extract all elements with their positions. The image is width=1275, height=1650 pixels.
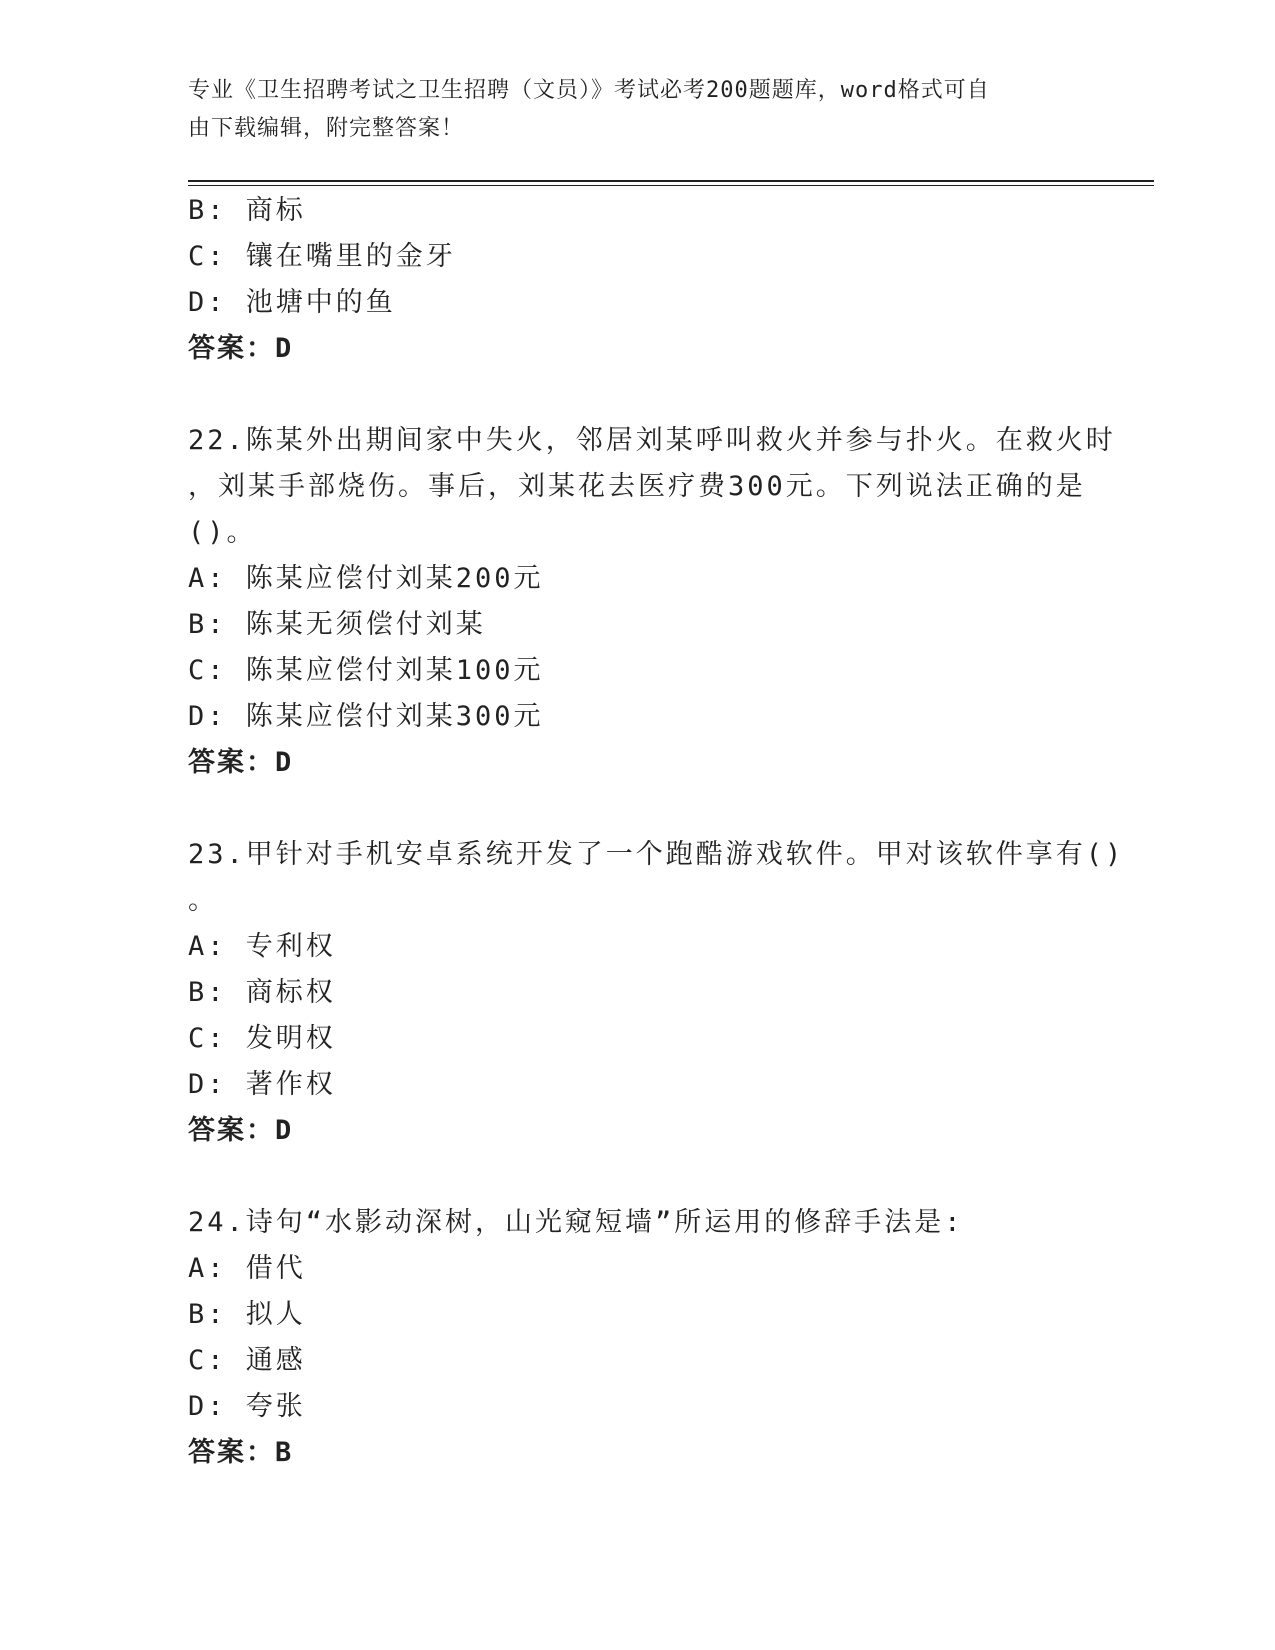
option-c: C: 陈某应偿付刘某100元 xyxy=(188,655,544,686)
option-c: C: 通感 xyxy=(188,1345,306,1376)
option-d: D: 著作权 xyxy=(188,1069,336,1100)
header-rule-thin xyxy=(188,185,1154,186)
question-text-line-2: 。 xyxy=(188,885,218,916)
option-b: B: 商标 xyxy=(188,195,306,226)
option-b: B: 陈某无须偿付刘某 xyxy=(188,609,486,640)
option-c: C: 发明权 xyxy=(188,1023,336,1054)
option-b: B: 商标权 xyxy=(188,977,336,1008)
question-text-line-1: 22.陈某外出期间家中失火，邻居刘某呼叫救火并参与扑火。在救火时 xyxy=(188,425,1116,456)
spacer xyxy=(188,786,1088,832)
answer-label: 答案：B xyxy=(188,1437,294,1468)
question-24 xyxy=(188,1200,1088,1476)
question-text-line-1: 24.诗句“水影动深树，山光窥短墙”所运用的修辞手法是: xyxy=(188,1207,964,1238)
spacer xyxy=(188,1154,1088,1200)
answer-label: 答案：D xyxy=(188,1115,294,1146)
option-c: C: 镶在嘴里的金牙 xyxy=(188,241,456,272)
spacer xyxy=(188,372,1088,418)
question-21 xyxy=(188,188,1088,372)
answer-label: 答案：D xyxy=(188,333,294,364)
document-header xyxy=(188,72,1068,148)
option-d: D: 池塘中的鱼 xyxy=(188,287,396,318)
header-line-2: 由下载编辑，附完整答案！ xyxy=(188,116,465,141)
header-rule-thick xyxy=(188,180,1154,182)
question-text-line-2: ，刘某手部烧伤。事后，刘某花去医疗费300元。下列说法正确的是 xyxy=(188,471,1086,502)
option-a: A: 专利权 xyxy=(188,931,336,962)
option-d: D: 陈某应偿付刘某300元 xyxy=(188,701,544,732)
question-text-line-3: ()。 xyxy=(188,517,257,548)
question-22 xyxy=(188,418,1116,786)
answer-label: 答案：D xyxy=(188,747,294,778)
question-text-line-1: 23.甲针对手机安卓系统开发了一个跑酷游戏软件。甲对该软件享有() xyxy=(188,839,1125,870)
question-23 xyxy=(188,832,1125,1154)
question-list xyxy=(188,188,1125,1476)
option-a: A: 陈某应偿付刘某200元 xyxy=(188,563,544,594)
header-line-1: 专业《卫生招聘考试之卫生招聘（文员）》考试必考200题题库，word格式可自 xyxy=(188,78,990,103)
option-a: A: 借代 xyxy=(188,1253,306,1284)
option-b: B: 拟人 xyxy=(188,1299,306,1330)
option-d: D: 夸张 xyxy=(188,1391,306,1422)
